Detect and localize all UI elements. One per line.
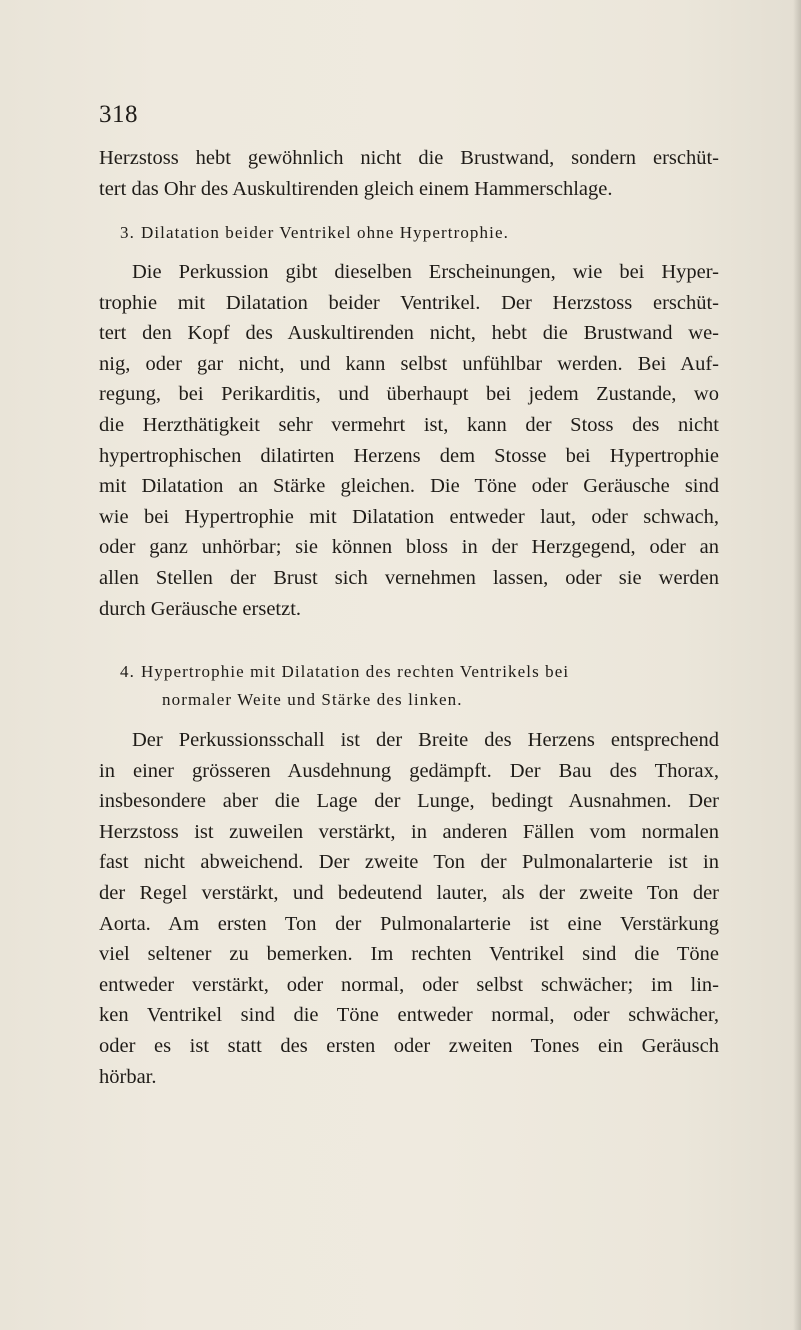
text-line: der Regel verstärkt, und bedeutend lauter, als der zweite Ton der bbox=[99, 881, 719, 904]
paragraph-hypertrophie bbox=[99, 725, 719, 1092]
page-edge-shadow bbox=[793, 0, 801, 1330]
text-line: oder ganz unhörbar; sie können bloss in der Herzgegend, oder an bbox=[99, 536, 719, 559]
text-line: Der Perkussionsschall ist der Breite des Herzens entsprechend bbox=[132, 729, 719, 751]
text-line: viel seltener zu bemerken. Im rechten Ventrikel sind die Töne bbox=[99, 943, 719, 966]
text-line: fast nicht abweichend. Der zweite Ton der Pulmonalarterie ist in bbox=[99, 851, 719, 874]
page-number: 318 bbox=[99, 101, 138, 128]
text-line: Die Perkussion gibt dieselben Erscheinungen, wie bei Hyper- bbox=[132, 261, 719, 283]
text-line: nig, oder gar nicht, und kann selbst unfühlbar werden. Bei Auf- bbox=[99, 352, 719, 375]
paragraph-continuation bbox=[99, 143, 719, 204]
text-line: mit Dilatation an Stärke gleichen. Die Töne oder Geräusche sind bbox=[99, 475, 719, 498]
section-number: 3. bbox=[120, 223, 135, 242]
text-line: allen Stellen der Brust sich vernehmen lassen, oder sie werden bbox=[99, 566, 719, 589]
text-line: Herzstoss ist zuweilen verstärkt, in anderen Fällen vom normalen bbox=[99, 820, 719, 843]
text-line: die Herzthätigkeit sehr vermehrt ist, kann der Stoss des nicht bbox=[99, 413, 719, 436]
section-heading-4 bbox=[120, 658, 740, 714]
text-line: trophie mit Dilatation beider Ventrikel. Der Herzstoss erschüt- bbox=[99, 291, 719, 314]
text-line: oder es ist statt des ersten oder zweiten Tones ein Geräusch bbox=[99, 1034, 719, 1057]
text-line: entweder verstärkt, oder normal, oder selbst schwächer; im lin- bbox=[99, 973, 719, 996]
text-line: in einer grösseren Ausdehnung gedämpft. Der Bau des Thorax, bbox=[99, 759, 719, 782]
text-line: regung, bei Perikarditis, und überhaupt bei jedem Zustande, wo bbox=[99, 383, 719, 406]
text-line: hypertrophischen dilatirten Herzens dem Stosse bei Hypertrophie bbox=[99, 444, 719, 467]
text-line: wie bei Hypertrophie mit Dilatation entweder laut, oder schwach, bbox=[99, 505, 719, 528]
text-line: ken Ventrikel sind die Töne entweder normal, oder schwächer, bbox=[99, 1004, 719, 1027]
section-number: 4. bbox=[120, 662, 135, 681]
paragraph-dilatation bbox=[99, 257, 719, 624]
text-line: Aorta. Am ersten Ton der Pulmonalarterie ist eine Verstärkung bbox=[99, 912, 719, 935]
section-title: Dilatation beider Ventrikel ohne Hypertrophie. bbox=[140, 223, 509, 242]
text-line: Herzstoss hebt gewöhnlich nicht die Brustwand, sondern erschüt- bbox=[99, 147, 719, 169]
section-heading-3 bbox=[120, 219, 740, 247]
text-line: hörbar. bbox=[99, 1065, 157, 1088]
text-line: durch Geräusche ersetzt. bbox=[99, 597, 302, 620]
text-line: insbesondere aber die Lage der Lunge, bedingt Ausnahmen. Der bbox=[99, 790, 719, 813]
text-line: tert das Ohr des Auskultirenden gleich einem Hammerschlage. bbox=[99, 177, 613, 200]
section-title-line: Hypertrophie mit Dilatation des rechten Ventrikels bei bbox=[140, 662, 570, 681]
section-title-line: normaler Weite und Stärke des linken. bbox=[162, 690, 463, 709]
text-line: tert den Kopf des Auskultirenden nicht, hebt die Brustwand we- bbox=[99, 322, 719, 345]
